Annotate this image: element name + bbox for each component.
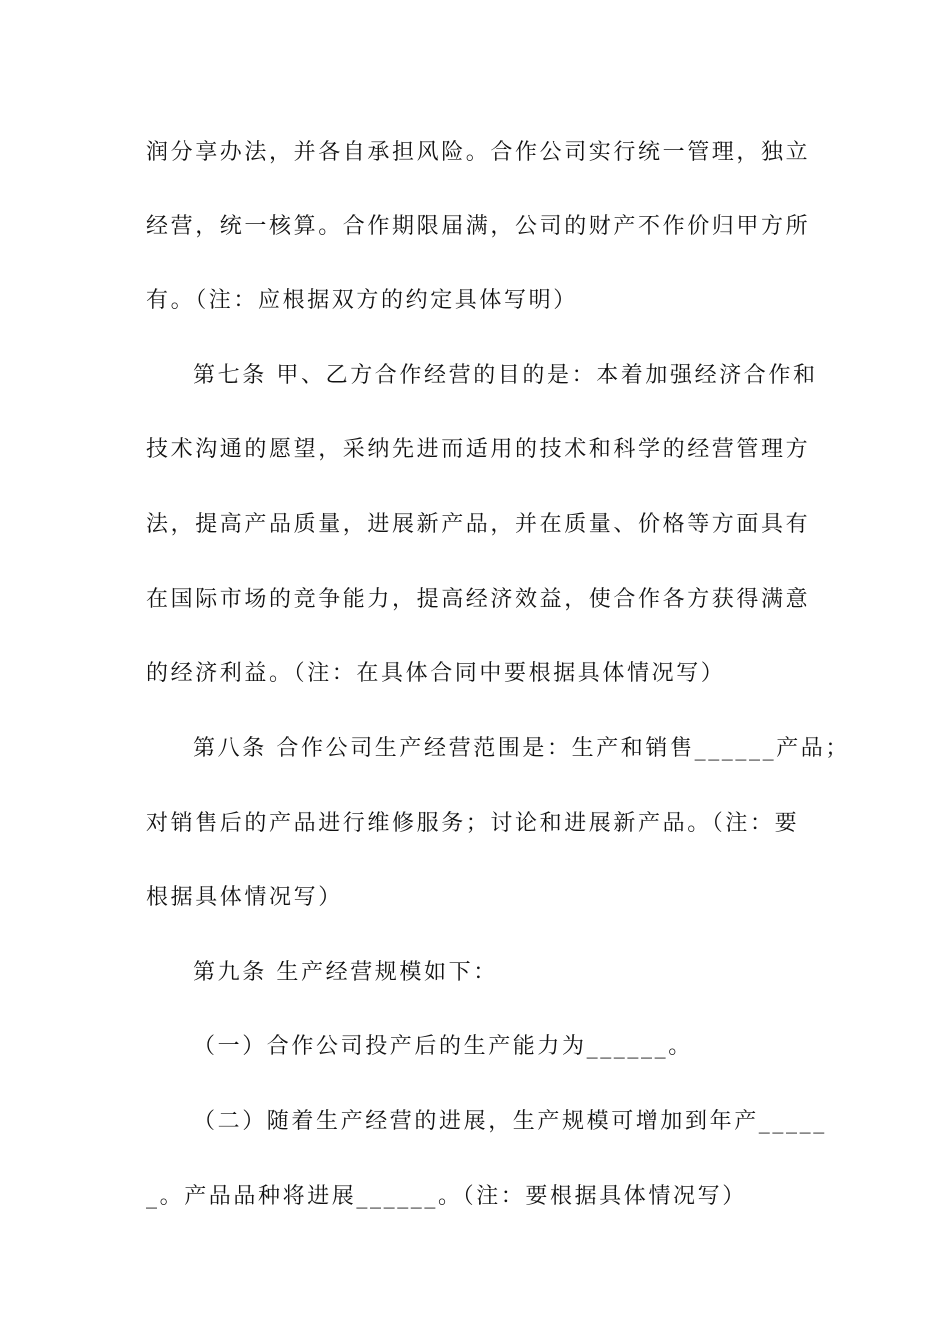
- paragraph-line: 法，提高产品质量，进展新产品，并在质量、价格等方面具有: [146, 512, 811, 537]
- list-item-1: （一）合作公司投产后的生产能力为______。: [193, 1034, 693, 1059]
- paragraph-line: 有。（注：应根据双方的约定具体写明）: [146, 288, 578, 313]
- paragraph-line: 经营，统一核算。合作期限届满，公司的财产不作价归甲方所: [146, 214, 811, 239]
- article-9-heading-line: 第九条 生产经营规模如下：: [193, 960, 498, 985]
- paragraph-line: 润分享办法，并各自承担风险。合作公司实行统一管理，独立: [146, 140, 811, 165]
- paragraph-line: _。产品品种将进展______。（注：要根据具体情况写）: [146, 1184, 747, 1209]
- paragraph-line: 在国际市场的竞争能力，提高经济效益，使合作各方获得满意: [146, 587, 811, 612]
- paragraph-line: 的经济利益。（注：在具体合同中要根据具体情况写）: [146, 661, 726, 686]
- list-item-2: （二）随着生产经营的进展，生产规模可增加到年产_____: [193, 1109, 827, 1134]
- paragraph-line: 技术沟通的愿望，采纳先进而适用的技术和科学的经营管理方: [146, 437, 811, 462]
- article-8-heading-line: 第八条 合作公司生产经营范围是：生产和销售______产品；: [193, 736, 850, 761]
- paragraph-line: 对销售后的产品进行维修服务；讨论和进展新产品。（注：要: [146, 811, 800, 836]
- article-7-heading-line: 第七条 甲、乙方合作经营的目的是：本着加强经济合作和: [193, 363, 818, 388]
- paragraph-line: 根据具体情况写）: [146, 885, 343, 910]
